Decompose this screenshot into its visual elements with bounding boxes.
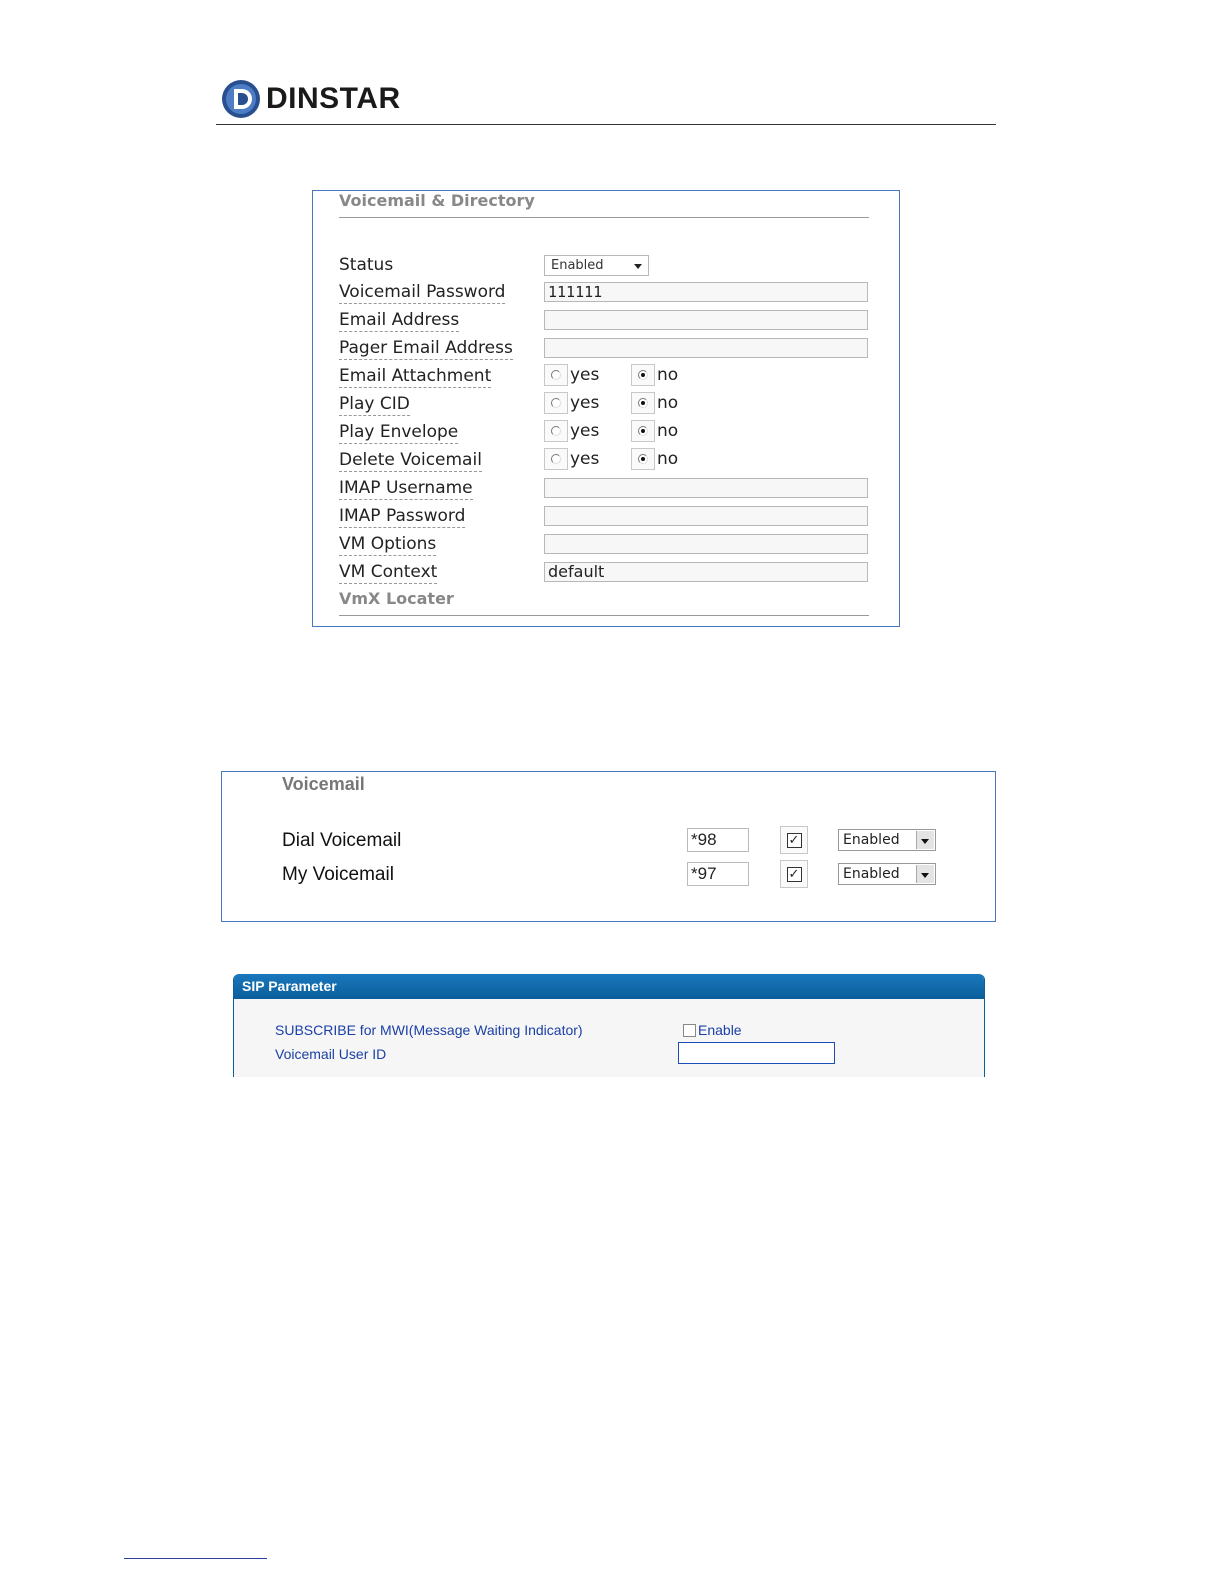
email-address-input[interactable]: [544, 310, 868, 330]
dial-voicemail-label: Dial Voicemail: [282, 830, 402, 851]
voicemail-password-row: [339, 282, 879, 308]
radio-off-icon: [551, 370, 561, 380]
play-envelope-row: [339, 422, 879, 448]
dinstar-logo-icon: [220, 78, 262, 120]
vm-options-input[interactable]: [544, 534, 868, 554]
radio-on-icon: [638, 454, 648, 464]
delete-voicemail-label: Delete Voicemail: [339, 450, 482, 470]
radio-yes[interactable]: [544, 420, 599, 442]
my-voicemail-status-select[interactable]: [838, 863, 936, 885]
footer-link-underline: [124, 1558, 267, 1559]
radio-no-label: no: [657, 365, 679, 385]
legend-divider: [339, 217, 869, 218]
my-voicemail-code-input[interactable]: *97: [687, 862, 749, 886]
radio-on-icon: [638, 398, 648, 408]
vmx-locater-legend: VmX Locater: [339, 589, 454, 608]
status-select-value: Enabled: [551, 258, 604, 273]
radio-no[interactable]: [631, 448, 678, 470]
imap-username-label: IMAP Username: [339, 478, 473, 498]
radio-off-icon: [551, 454, 561, 464]
voicemail-features-panel: [221, 771, 996, 922]
chevron-down-icon: [634, 264, 642, 269]
enable-label: Enable: [698, 1022, 742, 1038]
header-divider: [216, 124, 996, 125]
dial-voicemail-row: [282, 828, 982, 858]
radio-no[interactable]: [631, 364, 678, 386]
imap-password-row: [339, 506, 879, 532]
radio-off-icon: [551, 426, 561, 436]
status-row: [339, 255, 879, 281]
imap-username-input[interactable]: [544, 478, 868, 498]
play-cid-label: Play CID: [339, 394, 410, 414]
radio-yes-label: yes: [570, 365, 600, 385]
radio-no-label: no: [657, 449, 679, 469]
imap-password-input[interactable]: [544, 506, 868, 526]
vm-context-input[interactable]: default: [544, 562, 868, 582]
dinstar-logo: [220, 78, 401, 120]
radio-frame: [631, 420, 655, 442]
panel-legend: Voicemail: [282, 774, 365, 794]
radio-frame: [631, 392, 655, 414]
sip-parameter-title: SIP Parameter: [234, 974, 984, 999]
subscribe-mwi-checkbox[interactable]: [683, 1022, 742, 1038]
checkmark-icon: ✓: [787, 833, 802, 848]
panel-legend: Voicemail & Directory: [339, 191, 535, 210]
vm-options-label: VM Options: [339, 534, 437, 554]
status-label: Status: [339, 255, 394, 275]
play-envelope-label: Play Envelope: [339, 422, 459, 442]
locater-divider: [339, 615, 869, 616]
vm-context-label: VM Context: [339, 562, 438, 582]
radio-frame: [631, 364, 655, 386]
chevron-down-icon: [916, 831, 934, 849]
radio-on-icon: [638, 370, 648, 380]
status-select[interactable]: [544, 255, 649, 276]
dial-voicemail-status-select[interactable]: [838, 829, 936, 851]
my-voicemail-row: [282, 862, 982, 892]
checkmark-icon: ✓: [787, 867, 802, 882]
voicemail-password-input[interactable]: 111111: [544, 282, 868, 302]
vm-context-row: [339, 562, 879, 588]
radio-no-label: no: [657, 393, 679, 413]
my-voicemail-checkbox[interactable]: [780, 860, 808, 888]
play-cid-row: [339, 394, 879, 420]
voicemail-password-label: Voicemail Password: [339, 282, 506, 302]
radio-on-icon: [638, 426, 648, 436]
email-address-row: [339, 310, 879, 336]
email-attachment-row: [339, 366, 879, 392]
radio-frame: [544, 364, 568, 386]
pager-email-label: Pager Email Address: [339, 338, 513, 358]
dial-voicemail-checkbox[interactable]: [780, 826, 808, 854]
sip-parameter-panel: [233, 974, 985, 1077]
chevron-down-icon: [916, 865, 934, 883]
radio-no-label: no: [657, 421, 679, 441]
my-voicemail-label: My Voicemail: [282, 864, 394, 885]
radio-no[interactable]: [631, 392, 678, 414]
pager-email-input[interactable]: [544, 338, 868, 358]
radio-frame: [544, 448, 568, 470]
radio-yes-label: yes: [570, 393, 600, 413]
radio-yes-label: yes: [570, 449, 600, 469]
radio-yes-label: yes: [570, 421, 600, 441]
checkbox-icon: [683, 1024, 696, 1037]
radio-frame: [544, 420, 568, 442]
imap-username-row: [339, 478, 879, 504]
radio-off-icon: [551, 398, 561, 408]
radio-yes[interactable]: [544, 364, 599, 386]
dial-voicemail-code-input[interactable]: *98: [687, 828, 749, 852]
subscribe-mwi-label: SUBSCRIBE for MWI(Message Waiting Indicator): [275, 1022, 583, 1038]
radio-frame: [631, 448, 655, 470]
email-attachment-label: Email Attachment: [339, 366, 492, 386]
radio-yes[interactable]: [544, 392, 599, 414]
delete-voicemail-row: [339, 450, 879, 476]
radio-frame: [544, 392, 568, 414]
radio-no[interactable]: [631, 420, 678, 442]
select-value: Enabled: [843, 866, 900, 882]
voicemail-directory-panel: [312, 190, 900, 627]
email-address-label: Email Address: [339, 310, 460, 330]
radio-yes[interactable]: [544, 448, 599, 470]
voicemail-user-id-input[interactable]: [678, 1042, 835, 1064]
voicemail-user-id-label: Voicemail User ID: [275, 1046, 387, 1062]
select-value: Enabled: [843, 832, 900, 848]
vm-options-row: [339, 534, 879, 560]
pager-email-row: [339, 338, 879, 364]
imap-password-label: IMAP Password: [339, 506, 466, 526]
brand-name: DINSTAR: [266, 82, 401, 115]
